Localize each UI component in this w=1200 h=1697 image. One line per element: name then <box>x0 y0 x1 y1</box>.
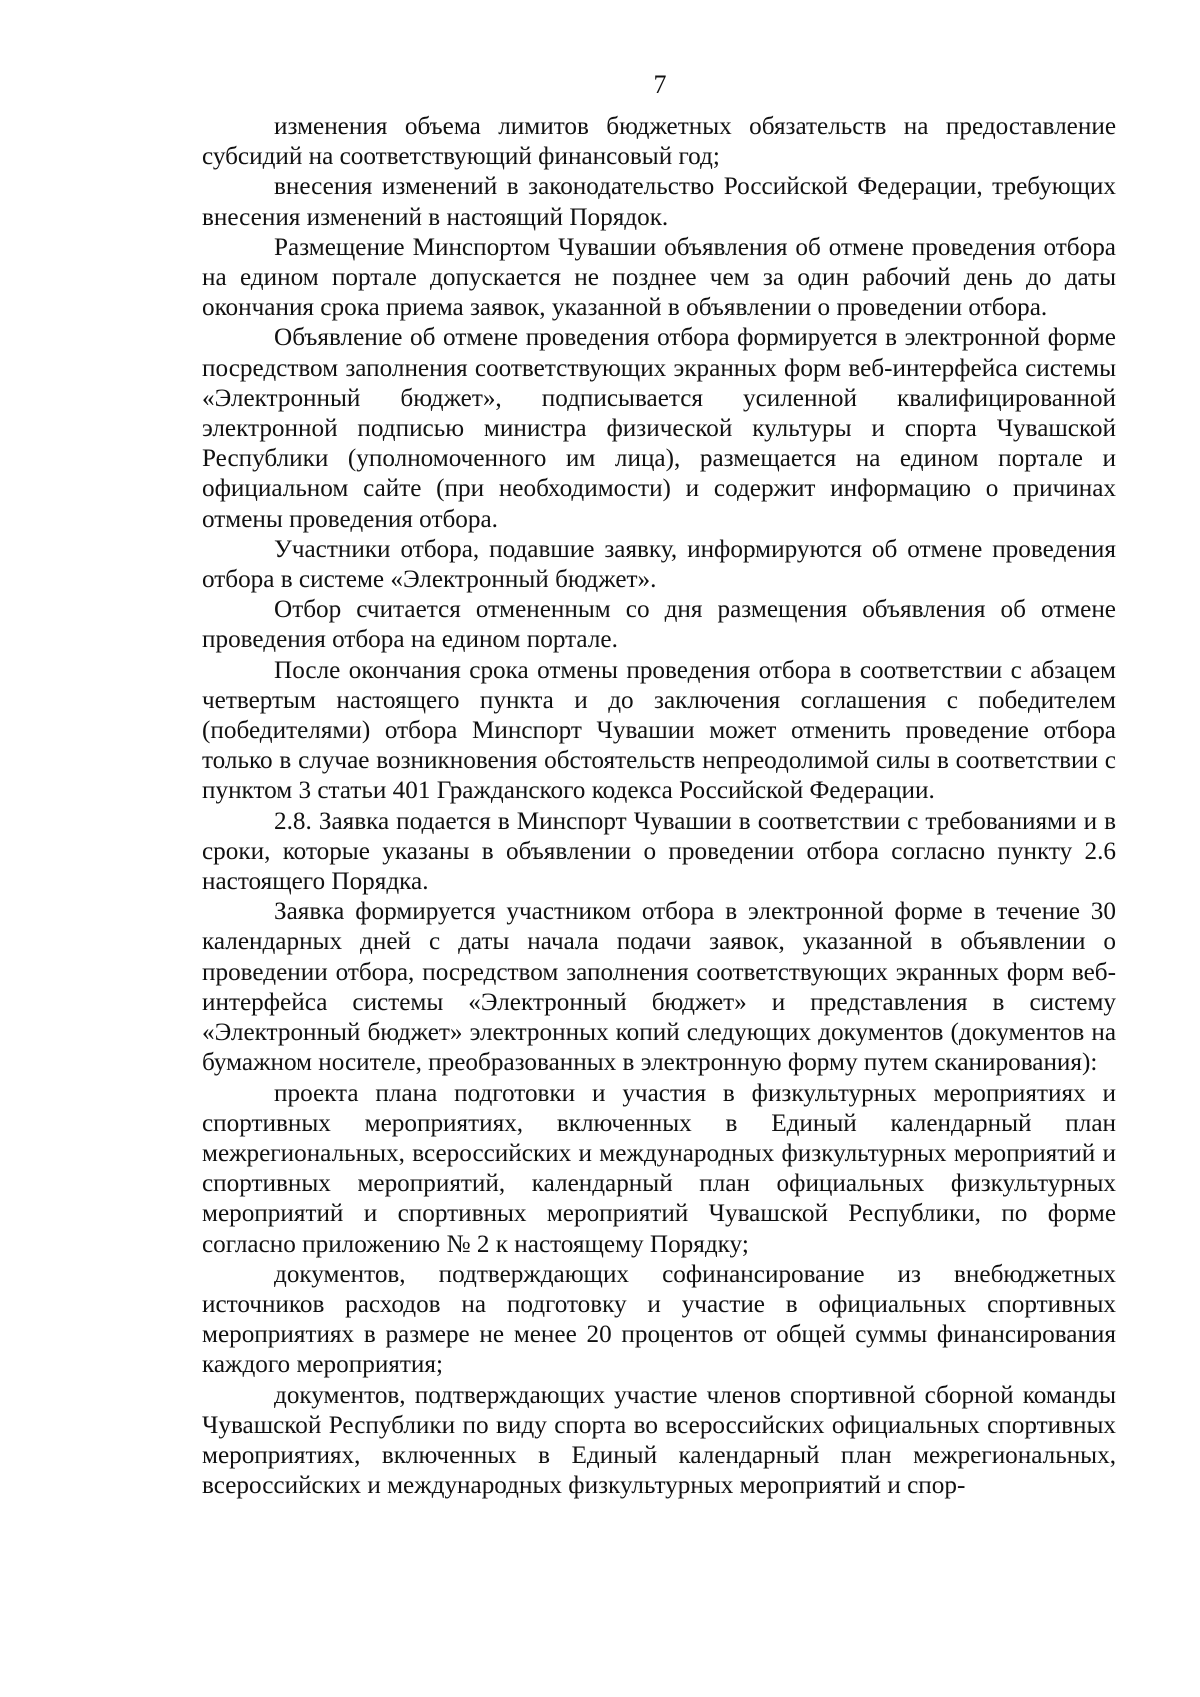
paragraph: документов, подтверждающих софинансирование из внебюджетных источников расходов на подготовку и участие в официальных спортивных мероприятиях в размере не менее 20 процентов от общей суммы финансирования каждого мероприятия; <box>202 1260 1116 1379</box>
paragraph: После окончания срока отмены проведения отбора в соответствии с абзацем четвертым настоящего пункта и до заключения соглашения с победителем (победителями) отбора Минспорт Чувашии может отменить проведение отбора только в случае возникновения обстоятельств непреодолимой силы в соответствии с пунктом 3 статьи 401 Гражданского кодекса Российской Федерации. <box>202 656 1116 805</box>
paragraph: 2.8. Заявка подается в Минспорт Чувашии в соответствии с требованиями и в сроки, которые указаны в объявлении о проведении отбора согласно пункту 2.6 настоящего Порядка. <box>202 807 1116 896</box>
document-body <box>202 112 1116 1501</box>
paragraph: проекта плана подготовки и участия в физкультурных мероприятиях и спортивных мероприятиях, включенных в Единый календарный план межрегиональных, всероссийских и международных физкультурных мероприятий и спортивных мероприятий, календарный план официальных физкультурных мероприятий и спортивных мероприятий Чувашской Республики, по форме согласно приложению № 2 к настоящему Порядку; <box>202 1079 1116 1258</box>
paragraph: Объявление об отмене проведения отбора формируется в электронной форме посредством заполнения соответствующих экранных форм веб-интерфейса системы «Электронный бюджет», подписывается усиленной квалифицированной электронной подписью министра физической культуры и спорта Чувашской Республики (уполномоченного им лица), размещается на едином портале и официальном сайте (при необходимости) и содержит информацию о причинах отмены проведения отбора. <box>202 324 1116 533</box>
page-number: 7 <box>653 70 667 99</box>
paragraph: изменения объема лимитов бюджетных обязательств на предоставление субсидий на соответствующий финансовый год; <box>202 113 1116 171</box>
paragraph: Отбор считается отмененным со дня размещения объявления об отмене проведения отбора на едином портале. <box>202 596 1116 654</box>
paragraph: внесения изменений в законодательство Российской Федерации, требующих внесения изменений в настоящий Порядок. <box>202 173 1116 231</box>
paragraph: Участники отбора, подавшие заявку, информируются об отмене проведения отбора в системе «Электронный бюджет». <box>202 535 1116 594</box>
paragraph: Размещение Минспортом Чувашии объявления об отмене проведения отбора на едином портале допускается не позднее чем за один рабочий день до даты окончания срока приема заявок, указанной в объявлении о проведении отбора. <box>202 233 1116 322</box>
paragraph: Заявка формируется участником отбора в электронной форме в течение 30 календарных дней с даты начала подачи заявок, указанной в объявлении о проведении отбора, посредством заполнения соответствующих экранных форм веб-интерфейса системы «Электронный бюджет» и представления в систему «Электронный бюджет» электронных копий следующих документов (документов на бумажном носителе, преобразованных в электронную форму путем сканирования): <box>202 898 1116 1077</box>
paragraph: документов, подтверждающих участие членов спортивной сборной команды Чувашской Республики по виду спорта во всероссийских официальных спортивных мероприятиях, включенных в Единый календарный план межрегиональных, всероссийских и международных физкультурных мероприятий и спор- <box>202 1381 1116 1500</box>
